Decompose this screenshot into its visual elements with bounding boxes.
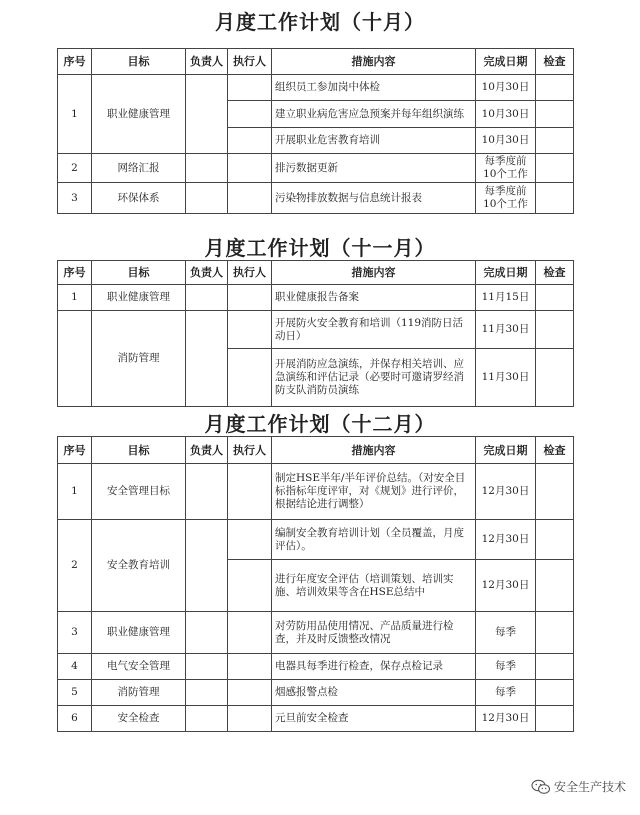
table-row [58,612,574,654]
table-row [58,520,574,560]
executor-cell [228,75,272,101]
header-measure: 措施内容 [272,261,476,285]
executor-cell [228,560,272,612]
check-cell [536,349,574,407]
row-measure: 职业健康报告备案 [272,285,476,311]
row-date: 11月30日 [476,349,536,407]
row-no: 1 [58,285,92,311]
owner-cell [186,706,228,732]
table-row [58,464,574,520]
header-date: 完成日期 [476,437,536,464]
row-goal: 消防管理 [92,311,186,407]
row-date: 12月30日 [476,706,536,732]
row-no: 3 [58,612,92,654]
owner-cell [186,612,228,654]
check-cell [536,520,574,560]
table-row [58,706,574,732]
executor-cell [228,128,272,154]
table-row [58,154,574,183]
table-row [58,75,574,101]
header-no: 序号 [58,49,92,75]
row-no: 1 [58,75,92,154]
table-header [58,49,574,75]
row-date: 每季 [476,680,536,706]
row-measure: 污染物排放数据与信息统计报表 [272,183,476,214]
watermark-text: 安全生产技术 [553,780,626,794]
header-check: 检查 [536,261,574,285]
owner-cell [186,154,228,183]
header-date: 完成日期 [476,261,536,285]
row-measure: 组织员工参加岗中体检 [272,75,476,101]
row-no [58,311,92,407]
plan-table-november [57,260,574,407]
section-title-november: 月度工作计划（十一月） [204,236,436,260]
row-goal: 职业健康管理 [92,285,186,311]
check-cell [536,128,574,154]
executor-cell [228,154,272,183]
row-date: 12月30日 [476,520,536,560]
executor-cell [228,520,272,560]
row-date: 每季 [476,654,536,680]
header-goal: 目标 [92,437,186,464]
plan-table-october [57,48,574,214]
owner-cell [186,464,228,520]
row-measure: 烟感报警点检 [272,680,476,706]
row-goal: 职业健康管理 [92,612,186,654]
row-date: 每季度前10个工作 [476,183,536,214]
header-executor: 执行人 [228,49,272,75]
row-goal: 安全管理目标 [92,464,186,520]
row-measure: 电器具每季进行检查，保存点检记录 [272,654,476,680]
executor-cell [228,183,272,214]
executor-cell [228,680,272,706]
header-owner: 负责人 [186,437,228,464]
row-goal: 职业健康管理 [92,75,186,154]
row-measure: 元旦前安全检查 [272,706,476,732]
row-measure: 建立职业病危害应急预案并每年组织演练 [272,101,476,128]
executor-cell [228,349,272,407]
row-no: 3 [58,183,92,214]
owner-cell [186,311,228,407]
header-goal: 目标 [92,49,186,75]
row-date: 每季度前10个工作 [476,154,536,183]
executor-cell [228,706,272,732]
table-header [58,261,574,285]
row-measure: 编制安全教育培训计划（全员覆盖，月度评估）。 [272,520,476,560]
row-date: 12月30日 [476,464,536,520]
check-cell [536,464,574,520]
header-executor: 执行人 [228,261,272,285]
executor-cell [228,654,272,680]
executor-cell [228,612,272,654]
row-date: 10月30日 [476,101,536,128]
executor-cell [228,311,272,349]
header-owner: 负责人 [186,261,228,285]
plan-table-december [57,436,574,732]
header-check: 检查 [536,437,574,464]
owner-cell [186,520,228,612]
owner-cell [186,285,228,311]
row-goal: 安全教育培训 [92,520,186,612]
check-cell [536,154,574,183]
check-cell [536,101,574,128]
check-cell [536,612,574,654]
row-date: 11月30日 [476,311,536,349]
header-owner: 负责人 [186,49,228,75]
row-goal: 环保体系 [92,183,186,214]
owner-cell [186,654,228,680]
row-goal: 消防管理 [92,680,186,706]
table-row [58,285,574,311]
row-measure: 制定HSE半年/半年评价总结。（对安全目标指标年度评审，对《规划》进行评价，根据结论进行调整） [272,464,476,520]
check-cell [536,654,574,680]
owner-cell [186,75,228,154]
table-row [58,183,574,214]
row-goal: 网络汇报 [92,154,186,183]
owner-cell [186,183,228,214]
row-date: 10月30日 [476,75,536,101]
row-goal: 电气安全管理 [92,654,186,680]
executor-cell [228,101,272,128]
table-row [58,680,574,706]
check-cell [536,706,574,732]
check-cell [536,560,574,612]
row-no: 4 [58,654,92,680]
row-measure: 进行年度安全评估（培训策划、培训实施、培训效果等含在HSE总结中 [272,560,476,612]
wechat-icon [531,779,551,795]
table-header [58,437,574,464]
row-date: 12月30日 [476,560,536,612]
watermark [531,778,626,795]
check-cell [536,311,574,349]
row-date: 11月15日 [476,285,536,311]
row-no: 2 [58,154,92,183]
header-goal: 目标 [92,261,186,285]
owner-cell [186,680,228,706]
table-row [58,311,574,349]
row-measure: 对劳防用品使用情况、产品质量进行检查，并及时反馈整改情况 [272,612,476,654]
header-no: 序号 [58,261,92,285]
table-row [58,654,574,680]
row-date: 10月30日 [476,128,536,154]
header-measure: 措施内容 [272,437,476,464]
executor-cell [228,464,272,520]
row-no: 5 [58,680,92,706]
row-date: 每季 [476,612,536,654]
header-no: 序号 [58,437,92,464]
header-check: 检查 [536,49,574,75]
check-cell [536,75,574,101]
header-date: 完成日期 [476,49,536,75]
executor-cell [228,285,272,311]
row-measure: 排污数据更新 [272,154,476,183]
row-measure: 开展职业危害教育培训 [272,128,476,154]
section-title-december: 月度工作计划（十二月） [204,412,436,436]
row-no: 6 [58,706,92,732]
check-cell [536,285,574,311]
row-measure: 开展防火安全教育和培训（119消防日活动日） [272,311,476,349]
row-no: 1 [58,464,92,520]
section-title-october: 月度工作计划（十月） [215,10,425,34]
row-measure: 开展消防应急演练，并保存相关培训、应急演练和评估记录（必要时可邀请罗经消防支队消防员演练 [272,349,476,407]
row-goal: 安全检查 [92,706,186,732]
check-cell [536,680,574,706]
header-executor: 执行人 [228,437,272,464]
check-cell [536,183,574,214]
header-measure: 措施内容 [272,49,476,75]
row-no: 2 [58,520,92,612]
